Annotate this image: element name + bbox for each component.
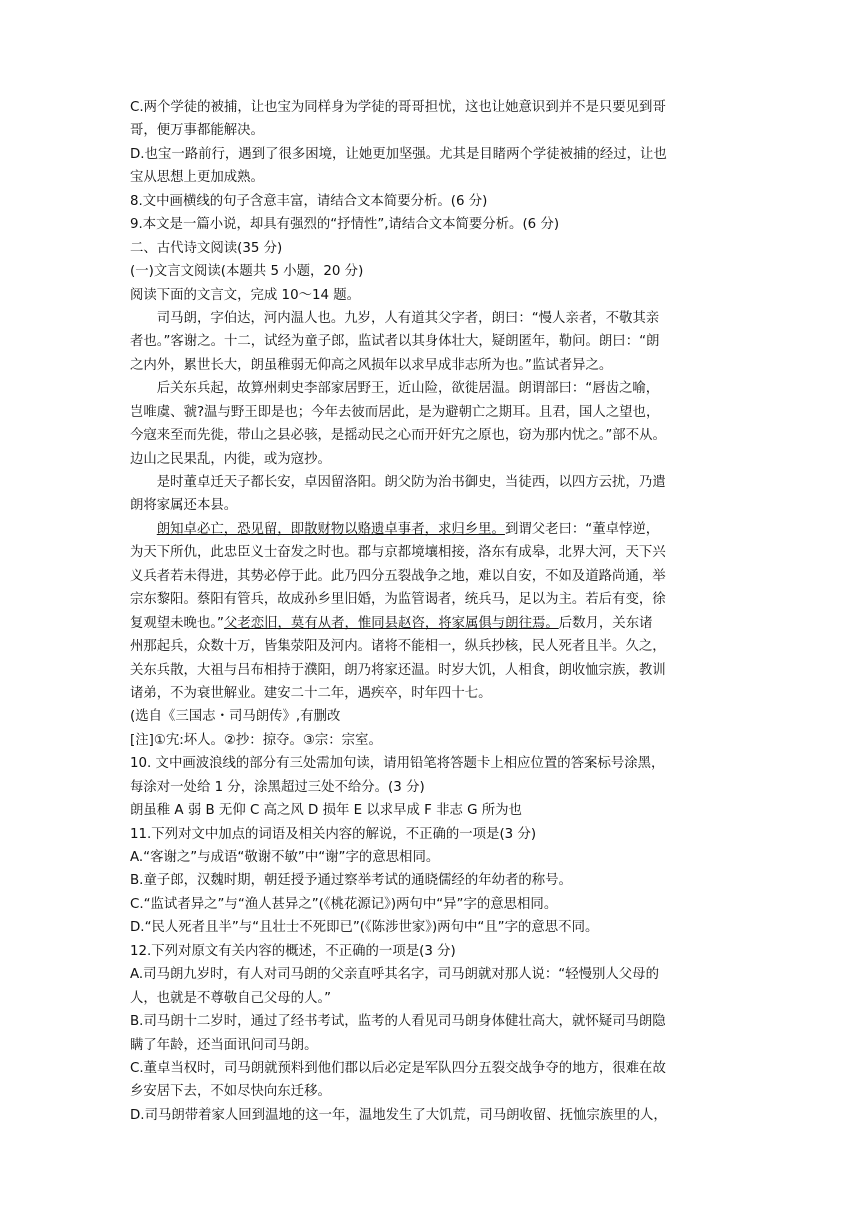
- passage-line: 诸弟，不为衰世解业。建安二十二年，遇疾卒，时年四十七。: [130, 685, 492, 701]
- passage-line: 关东兵散，大祖与吕布相持于濮阳，朗乃将家还温。时岁大饥，人相食，朗收恤宗族，教训: [130, 662, 666, 678]
- option-d: D.司马朗带着家人回到温地的这一年，温地发生了大饥荒，司马朗收留、抚恤宗族里的人，: [130, 1107, 667, 1123]
- option-a: A.司马朗九岁时，有人对司马朗的父亲直呼其名字，司马朗就对那人说：“轻慢别人父母的: [130, 967, 659, 983]
- passage-text: 后数月，关东诸: [558, 615, 653, 631]
- section-heading: 二、古代诗文阅读(35 分): [130, 240, 283, 256]
- passage-line: 义兵者若未得进，其势必停于此。此乃四分五裂战争之地，难以自安，不如及道路尚通，举: [130, 568, 666, 584]
- passage-line: 者也。”客谢之。十二，试经为童子郎，监试者以其身体壮大，疑朗匿年，勒问。朗曰：“朗: [130, 334, 660, 350]
- passage-line: 边山之民果乱，内徙，或为寇抄。: [130, 451, 331, 467]
- source-citation: (选自《三国志・司马朗传》,有删改: [130, 709, 341, 725]
- question-10-options: 朗虽稚 A 弱 B 无仰 C 高之风 D 损年 E 以求早成 F 非志 G 所为也: [130, 803, 522, 819]
- text-line: 哥，便万事都能解决。: [130, 123, 264, 139]
- option-c: C.董卓当权时，司马朗就预料到他们郡以后必定是军队四分五裂交战争夺的地方，很难在故: [130, 1060, 666, 1076]
- passage-line: 司马朗，字伯达，河内温人也。九岁，人有道其父字者，朗曰：“慢人亲者，不敬其亲: [130, 310, 660, 326]
- passage-line: 为天下所仇，此忠臣义士奋发之时也。郡与京都境壤相接，洛东有成皋，北界大河，天下兴: [130, 545, 666, 561]
- subsection-heading: (一)文言文阅读(本题共 5 小题，20 分): [130, 264, 364, 280]
- text-line: 宝从思想上更加成熟。: [130, 170, 264, 186]
- passage-line: 是时董卓迁天子都长安，卓因留洛阳。朗父防为治书御史，当徒西，以四方云扰，乃遣: [130, 475, 666, 490]
- option-b: B.童子郎，汉魏时期，朝廷授予通过察举考试的通晓儒经的年幼者的称号。: [130, 873, 572, 889]
- option-b: B.司马朗十二岁时，通过了经书考试，监考的人看见司马朗身体健壮高大，就怀疑司马朗隐: [130, 1014, 666, 1030]
- passage-line-underlined: [130, 612, 732, 635]
- passage-line: 岂唯虞、虢?温与野王即是也；今年去彼而居此，是为避朝亡之期耳。且君，国人之望也，: [130, 404, 660, 420]
- option-b: 瞒了年龄，还当面讯问司马朗。: [130, 1037, 318, 1053]
- question-9: 9.本文是一篇小说，却具有强烈的“抒情性”,请结合文本简要分析。(6 分): [130, 217, 560, 233]
- option-c: 乡安居下去，不如尽快向东迁移。: [130, 1084, 331, 1100]
- instruction-text: 阅读下面的文言文，完成 10～14 题。: [130, 287, 361, 303]
- option-a: 人，也就是不尊敬自己父母的人。”: [130, 990, 332, 1006]
- annotation-note: [注]①宄:坏人。②抄：掠夺。③宗：宗室。: [130, 732, 382, 748]
- passage-line: 后关东兵起，故算州刺史李部家居野王，近山险，欲徙居温。朗谓部曰：“唇齿之喻，: [130, 381, 660, 397]
- question-8: 8.文中画横线的句子含意丰富，请结合文本简要分析。(6 分): [130, 193, 488, 209]
- passage-line: 朗将家属还本县。: [130, 498, 238, 514]
- option-d: D.“民人死者且半”与“且壮士不死即已”(《陈涉世家》)两句中“且”字的意思不同。: [130, 920, 599, 936]
- question-12: 12.下列对原文有关内容的概述，不正确的一项是(3 分): [130, 943, 456, 959]
- question-10: 每涂对一处给 1 分，涂黑超过三处不给分。(3 分): [130, 779, 425, 795]
- passage-line: 之内外，累世长大，朗虽稚弱无仰高之风损年以求早成非志所为也。”监试者异之。: [130, 357, 613, 373]
- question-11: 11.下列对文中加点的词语及相关内容的解说，不正确的一项是(3 分): [130, 826, 537, 842]
- passage-line-underlined: [130, 518, 732, 541]
- question-10: 10. 文中画波浪线的部分有三处需加句读，请用铅笔将答题卡上相应位置的答案标号涂黑，: [130, 756, 665, 772]
- document-page: [130, 96, 732, 1127]
- passage-line: 州那起兵，众数十万，皆集荥阳及河内。诸将不能相一，纵兵抄核，民人死者且半。久之，: [130, 639, 666, 655]
- option-c: C.“监试者异之”与“渔人甚异之”(《桃花源记》)两句中“异”字的意思相同。: [130, 896, 558, 912]
- text-line: C.两个学徒的被捕，让也宝为同样身为学徒的哥哥担忧，这也让她意识到并不是只要见到哥: [130, 100, 666, 115]
- text-line: D.也宝一路前行，遇到了很多困境，让她更加坚强。尤其是目睹两个学徒被捕的经过，让也: [130, 146, 667, 162]
- underlined-sentence-1: 朗知卓必亡，恐见留，即散财物以赂遗卓事者，求归乡里。: [156, 521, 505, 537]
- passage-text: 到谓父老曰：“董卓悖逆，: [504, 521, 660, 537]
- passage-text: 复观望未晚也。”: [130, 615, 224, 631]
- underlined-sentence-2: 父老恋旧，莫有从者，惟同县赵咨，将家属俱与朗往焉。: [223, 615, 559, 631]
- passage-line: 宗东黎阳。蔡阳有管兵，故成孙乡里旧婚，为监管谒者，统兵马，足以为主。若后有变，徐: [130, 592, 666, 608]
- passage-line: 今寇来至而先徙，带山之县必骇，是摇动民之心而开奸宄之原也，窃为那内忧之。”部不从。: [130, 428, 666, 444]
- option-a: A.“客谢之”与成语“敬谢不敏”中“谢”字的意思相同。: [130, 850, 440, 865]
